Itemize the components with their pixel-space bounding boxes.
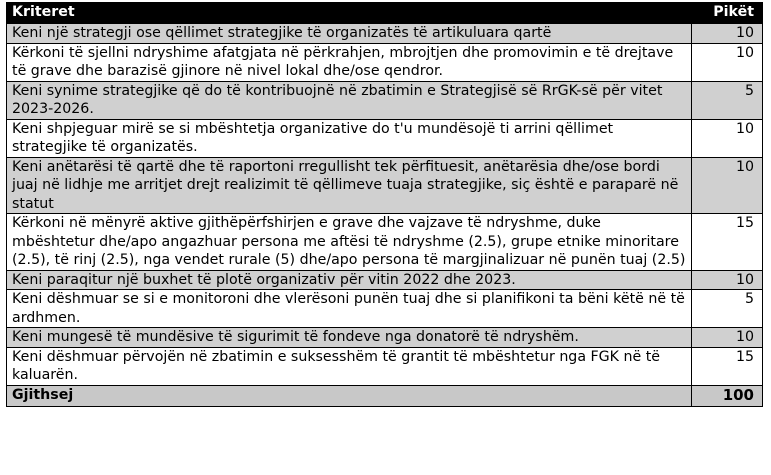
criterion-points: 10 xyxy=(692,43,763,81)
table-row xyxy=(7,157,763,214)
table-row xyxy=(7,81,763,119)
criterion-points: 15 xyxy=(692,214,763,271)
criterion-text: Kërkoni në mënyrë aktive gjithëpërfshirjen e grave dhe vajzave të ndryshme, duke mbështetur dhe/apo angazhuar persona me aftësi të ndryshme (2.5), grupe etnike minoritare (2.5), të rinj (2.5), nga vendet rurale (5) dhe/apo persona të margjinalizuar në punën tuaj (2.5) xyxy=(7,214,692,271)
total-row xyxy=(7,385,763,406)
table-row xyxy=(7,43,763,81)
total-label: Gjithsej xyxy=(7,385,692,406)
criterion-points: 10 xyxy=(692,119,763,157)
table-row xyxy=(7,24,763,44)
criterion-text: Keni anëtarësi të qartë dhe të raportoni rregullisht tek përfituesit, anëtarësia dhe/ose bordi juaj në lidhje me arritjet drejt realizimit të qëllimeve tuaja strategjike, siç është e paraparë në statut xyxy=(7,157,692,214)
table-row xyxy=(7,119,763,157)
criterion-text: Keni paraqitur një buxhet të plotë organizativ për vitin 2022 dhe 2023. xyxy=(7,270,692,290)
criterion-points: 5 xyxy=(692,290,763,328)
table-row xyxy=(7,290,763,328)
criterion-points: 10 xyxy=(692,328,763,348)
table-header-row xyxy=(7,3,763,24)
total-points: 100 xyxy=(692,385,763,406)
criterion-points: 15 xyxy=(692,347,763,385)
criterion-points: 10 xyxy=(692,270,763,290)
criterion-text: Keni shpjeguar mirë se si mbështetja organizative do t'u mundësojë ti arrini qëllimet strategjike të organizatës. xyxy=(7,119,692,157)
criterion-text: Keni dëshmuar se si e monitoroni dhe vlerësoni punën tuaj dhe si planifikoni ta bëni këtë në të ardhmen. xyxy=(7,290,692,328)
points-column-header: Pikët xyxy=(692,3,763,24)
criteria-column-header: Kriteret xyxy=(7,3,692,24)
criterion-points: 5 xyxy=(692,81,763,119)
table-row xyxy=(7,347,763,385)
criterion-text: Keni dëshmuar përvojën në zbatimin e suksesshëm të grantit të mbështetur nga FGK në të kaluarën. xyxy=(7,347,692,385)
criteria-table xyxy=(6,2,763,407)
criterion-text: Keni një strategji ose qëllimet strategjike të organizatës të artikuluara qartë xyxy=(7,24,692,44)
criterion-text: Keni synime strategjike që do të kontribuojnë në zbatimin e Strategjisë së RrGK-së për vitet 2023-2026. xyxy=(7,81,692,119)
criterion-text: Kërkoni të sjellni ndryshime afatgjata në përkrahjen, mbrojtjen dhe promovimin e të drejtave të grave dhe barazisë gjinore në nivel lokal dhe/ose qendror. xyxy=(7,43,692,81)
table-row xyxy=(7,328,763,348)
criterion-points: 10 xyxy=(692,157,763,214)
table-row xyxy=(7,270,763,290)
criterion-text: Keni mungesë të mundësive të sigurimit të fondeve nga donatorë të ndryshëm. xyxy=(7,328,692,348)
criterion-points: 10 xyxy=(692,24,763,44)
table-row xyxy=(7,214,763,271)
